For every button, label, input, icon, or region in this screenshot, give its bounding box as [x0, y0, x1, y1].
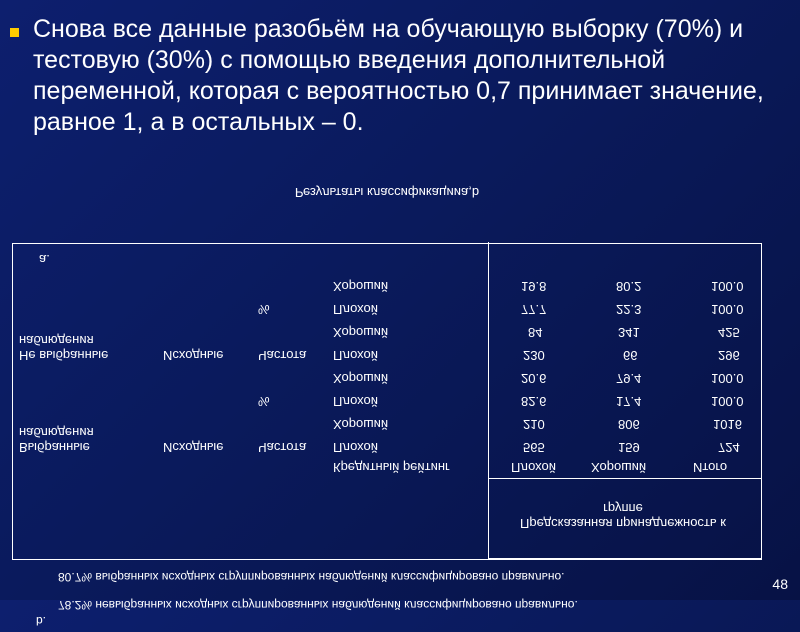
value-r2-c1: 17.4: [616, 394, 642, 409]
cat-good-1: Хороший: [333, 417, 389, 432]
spss-footnotes: [36, 610, 46, 632]
value-r3-c2: 100.0: [711, 371, 744, 386]
slide-text: Снова все данные разобьём на обучающую выборку (70%) и тестовую (30%) с помощью введения дополнительной переменной, которая с вероятностью 0,7 принимает значение, равное 1, а в остальных – 0.: [33, 15, 764, 136]
value-r0-c2: 724: [718, 440, 740, 455]
value-r1-c1: 806: [618, 417, 640, 432]
value-r4-c1: 66: [623, 348, 638, 363]
slide-bullet-item: [10, 14, 790, 138]
footnote-b-text: 78.2% невыбранных исходных сгруппированных наблюдений классифицировано правильно.: [58, 598, 578, 612]
footnote-a-marker: a.: [39, 252, 50, 267]
value-r1-c2: 1016: [713, 417, 742, 432]
count-label-1: Частота: [258, 440, 307, 455]
predicted-group-header: Предсказанная принадлежность к группе: [520, 501, 726, 531]
value-r7-c1: 80.2: [616, 279, 642, 294]
cat-bad-3: Плохой: [333, 348, 379, 363]
value-r2-c0: 82.6: [521, 394, 547, 409]
percent-label-1: %: [258, 394, 270, 409]
footnote-b-marker: b.: [36, 614, 47, 628]
value-r4-c0: 230: [523, 348, 545, 363]
cat-good-2: Хороший: [333, 371, 389, 386]
source-label-2: Исходные: [163, 348, 224, 363]
value-r6-c2: 100.0: [711, 302, 744, 317]
source-label-1: Исходные: [163, 440, 224, 455]
group-unselected-label: Не выбранные наблюдения: [19, 333, 109, 363]
spss-table-title: Результаты классификацииa,b: [294, 185, 480, 200]
value-r0-c1: 159: [618, 440, 640, 455]
footnote-a-text: 80.7% выбранных исходных сгруппированных наблюдений классифицировано правильно.: [58, 570, 565, 584]
value-r5-c1: 341: [618, 325, 640, 340]
page-number: 48: [772, 576, 788, 592]
value-r5-c0: 84: [528, 325, 543, 340]
value-r3-c0: 20.6: [521, 371, 547, 386]
value-r3-c1: 79.4: [616, 371, 642, 386]
col-header-total: Итого: [693, 460, 728, 475]
value-r6-c1: 22.3: [616, 302, 642, 317]
spss-classification-output-mirrored: [12, 185, 762, 628]
col-header-good: Хороший: [591, 460, 647, 475]
value-r0-c0: 565: [523, 440, 545, 455]
value-r4-c2: 296: [718, 348, 740, 363]
count-label-2: Частота: [258, 348, 307, 363]
bullet-square-icon: [10, 28, 19, 37]
value-r2-c2: 100.0: [711, 394, 744, 409]
col-header-bad: Плохой: [511, 460, 557, 475]
value-r1-c0: 210: [523, 417, 545, 432]
cat-bad-4: Плохой: [333, 302, 379, 317]
value-r5-c2: 425: [718, 325, 740, 340]
cat-good-3: Хороший: [333, 325, 389, 340]
cat-bad-1: Плохой: [333, 440, 379, 455]
row-label-credit-rating: Кредитный рейтинг: [333, 460, 450, 475]
percent-label-2: %: [258, 302, 270, 317]
value-r7-c2: 100.0: [711, 279, 744, 294]
cat-bad-2: Плохой: [333, 394, 379, 409]
value-r7-c0: 19.8: [521, 279, 547, 294]
value-r6-c0: 77.7: [521, 302, 547, 317]
group-selected-label: Выбранные наблюдения: [19, 425, 94, 455]
classification-table: [12, 243, 762, 560]
cat-good-4: Хороший: [333, 279, 389, 294]
